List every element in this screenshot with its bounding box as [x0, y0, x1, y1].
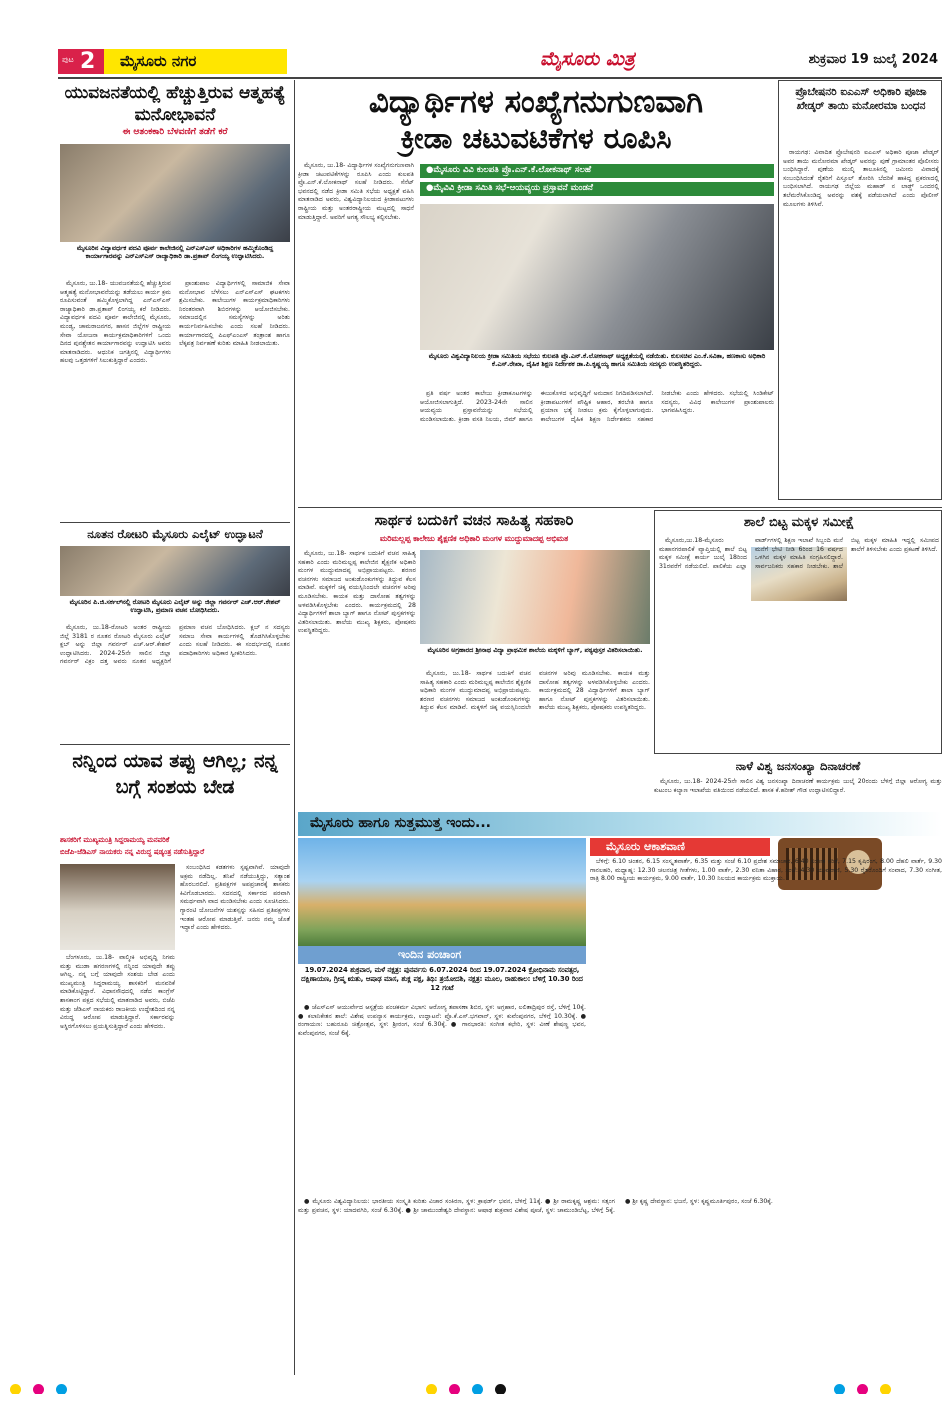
main-headline-2: ಕ್ರೀಡಾ ಚಟುವಟಿಕೆಗಳ ರೂಪಿಸಿ [400, 121, 672, 155]
col-divider [294, 80, 295, 1375]
events-para-b: ● ಮೈಸೂರು ವಿಶ್ವವಿದ್ಯಾನಿಲಯ: ಭಾರತೀಯ ಸಂಸ್ಕೃತಿ ಕುರಿತು ವಿಚಾರ ಸಂಕಿರಣ, ಸ್ಥಳ: ಕ್ರಾಫರ್ಡ್ ಭವನ, ಬೆಳಿಗ್ಗೆ 11ಕ್ಕೆ. ● ಶ್ರೀ ರಾಮಕೃಷ್ಣ ಆಶ್ರಮ: ಸತ್ಸಂಗ ಮತ್ತು ಪ್ರವಚನ, ಸ್ಥಳ: ಯಾದವಗಿರಿ, ಸಂಜೆ 6.30ಕ್ಕೆ. ● ಶ್ರೀ ಚಾಮುಂಡೇಶ್ವರಿ ದೇವಸ್ಥಾನ: ಆಷಾಢ ಶುಕ್ರವಾರ ವಿಶೇಷ ಪೂಜೆ, ಸ್ಥಳ: ಚಾಮುಂಡಿಬೆಟ್ಟ, ಬೆಳಿಗ್ಗೆ 5ಕ್ಕೆ. ● ಶ್ರೀ ಕೃಷ್ಣ ದೇವಸ್ಥಾನ: ಭಜನೆ, ಸ್ಥಳ: ಕೃಷ್ಣಮೂರ್ತಿಪುರಂ, ಸಂಜೆ 6.30ಕ್ಕೆ. [298, 1198, 773, 1214]
main-bullet-2: ●ಮೈವಿವಿ ಕ್ರೀಡಾ ಸಮಿತಿ ಸಭೆ-ಆಯವ್ಯಯ ಪ್ರಸ್ತಾವನೆ ಮಂಡನೆ [420, 182, 774, 196]
today-title: ಮೈಸೂರು ಹಾಗೂ ಸುತ್ತಮುತ್ತ ಇಂದು... [310, 815, 491, 831]
issue-date: ಶುಕ್ರವಾರ 19 ಜುಲೈ 2024 [808, 52, 938, 67]
left-story-para-1: ಮೈಸೂರು, ಜು.18- ಯುವಜನತೆಯಲ್ಲಿ ಹೆಚ್ಚುತ್ತಿರುವ ಆತ್ಮಹತ್ಯೆ ಮನೋಭಾವನೆಯನ್ನು ತಡೆಯಲು ಕಾರ್ಯ ಕ್ರಮ ರೂಪಿಸುವಂತೆ ಹಮ್ಮಿಕೊಳ್ಳಲಾಗಿದ್ದ ಎನ್‍ಎಸ್‍ಎಸ್ ರಾಜ್ಯಾಧಿಕಾರಿ ಡಾ.ಪ್ರತಾಪ್ ಲಿಂಗಯ್ಯ ಕರೆ ನೀಡಿದರು. ವಿದ್ಯಾವರ್ಧಕ ಪದವಿ ಪೂರ್ವ ಕಾಲೇಜಿನಲ್ಲಿ ಮೈಸೂರು, ಮಂಡ್ಯ, ಚಾಮರಾಜನಗರ, ಹಾಸನ ಜಿಲ್ಲೆಗಳ ರಾಷ್ಟ್ರೀಯ ಸೇವಾ ಯೋಜನಾ ಕಾರ್ಯಕ್ರಮಾಧಿಕಾರಿಗಳಿಗೆ ಒಂದು ದಿನದ ಪುನಶ್ಚೇತನ ಕಾರ್ಯಾಗಾರವನ್ನು ಉದ್ಘಾಟಿಸಿ ಅವರು ಮಾತನಾಡಿದರು. ಆಧುನಿಕ ಜಗತ್ತಿನಲ್ಲಿ ವಿದ್ಯಾರ್ಥಿಗಳು ಹಲವು ಒತ್ತಡಗಳಿಗೆ ಸಿಲುಕುತ್ತಿದ್ದಾರೆ ಎಂದರು. [60, 280, 171, 365]
page-number-badge [58, 49, 104, 74]
pooja-body [783, 149, 939, 497]
left-divider-1 [60, 522, 290, 523]
masthead: ಮೈಸೂರು ಮಿತ್ರ [540, 48, 635, 70]
population-para: ಮೈಸೂರು, ಜು.18- 2024-25ನೇ ಸಾಲಿನ ವಿಶ್ವ ಜನಸಂಖ್ಯಾ ದಿನಾಚರಣೆ ಕಾರ್ಯಕ್ರಮ ಜುಲೈ 20ರಂದು ಬೆಳಿಗ್ಗೆ ಜಿಲ್ಲಾ ಆರೋಗ್ಯ ಮತ್ತು ಕುಟುಂಬ ಕಲ್ಯಾಣ ಇಲಾಖೆಯ ವತಿಯಿಂದ ನಡೆಯಲಿದೆ. ಶಾಸಕ ಕೆ.ಹರೀಶ್ ಗೌಡ ಉದ್ಘಾಟಿಸಲಿದ್ದಾರೆ. [654, 778, 942, 794]
left-story-photo [60, 144, 290, 242]
page-label: ಪುಟ [62, 55, 74, 64]
main-headline-1: ವಿದ್ಯಾರ್ಥಿಗಳ ಸಂಖ್ಯೆಗನುಗುಣವಾಗಿ [368, 84, 704, 120]
today-header [298, 812, 942, 836]
vachana-subhead: ಮರಿಮಲ್ಲಪ್ಪ ಕಾಲೇಜು ಶೈಕ್ಷಣಿಕ ಅಧಿಕಾರಿ ಮಂಗಳ ಮುದ್ದುಮಾದಪ್ಪ ಅಭಿಮತ [379, 534, 569, 543]
vachana-photo [420, 550, 650, 644]
vachana-para-right: ಮೈಸೂರು, ಜು.18- ಸಾರ್ಥಕ ಬದುಕಿಗೆ ವಚನ ಸಾಹಿತ್ಯ ಸಹಕಾರಿ ಎಂದು ಮರಿಮಲ್ಲಪ್ಪ ಕಾಲೇಜಿನ ಶೈಕ್ಷಣಿಕ ಅಧಿಕಾರಿ ಮಂಗಳ ಮುದ್ದುಮಾದಪ್ಪ ಅಭಿಪ್ರಾಯಪಟ್ಟರು. ಶರಣರ ವಚನಗಳು ಸಮಾಜದ ಅಂಕುಡೊಂಕುಗಳನ್ನು ತಿದ್ದುವ ಕೆಲಸ ಮಾಡಿವೆ. ಮಕ್ಕಳಿಗೆ ಚಿಕ್ಕ ವಯಸ್ಸಿನಿಂದಲೇ ವಚನಗಳ ಅರಿವು ಮೂಡಿಸಬೇಕು. ಕಾಯಕ ಮತ್ತು ದಾಸೋಹ ತತ್ವಗಳನ್ನು ಅಳವಡಿಸಿಕೊಳ್ಳಬೇಕು ಎಂದರು. ಕಾರ್ಯಕ್ರಮದಲ್ಲಿ 28 ವಿದ್ಯಾರ್ಥಿಗಳಿಗೆ ಶಾಲಾ ಬ್ಯಾಗ್ ಹಾಗೂ ನೋಟ್ ಪುಸ್ತಕಗಳನ್ನು ವಿತರಿಸಲಾಯಿತು. ಶಾಲೆಯ ಮುಖ್ಯ ಶಿಕ್ಷಕರು, ಪೋಷಕರು ಉಪಸ್ಥಿತರಿದ್ದರು. [420, 670, 650, 712]
vachana-headline: ಸಾರ್ಥಕ ಬದುಕಿಗೆ ವಚನ ಸಾಹಿತ್ಯ ಸಹಕಾರಿ [374, 511, 574, 529]
cm-bullet-1: ಶಾಸಕರಿಗೆ ಮುಖ್ಯಮಂತ್ರಿ ಸಿದ್ದರಾಮಯ್ಯ ಮನವರಿಕೆ [60, 836, 170, 844]
akashavani-title: ಮೈಸೂರು ಆಕಾಶವಾಣಿ [606, 840, 685, 853]
main-body-para: ಪ್ರತಿ ವರ್ಷ ಅಂತರ ಕಾಲೇಜು ಕ್ರೀಡಾಕೂಟಗಳನ್ನು ಆಯೋಜಿಸಲಾಗುತ್ತಿದೆ. 2023-24ನೇ ಸಾಲಿನ ಆಯವ್ಯಯ ಪ್ರಸ್ತಾವನೆಯನ್ನು ಸಭೆಯಲ್ಲಿ ಮಂಡಿಸಲಾಯಿತು. ಕ್ರೀಡಾ ವಸತಿ ನಿಲಯ, ಜಿಮ್ ಹಾಗೂ ಈಜುಕೊಳದ ಅಭಿವೃದ್ಧಿಗೆ ಅನುದಾನ ನಿಗದಿಪಡಿಸಲಾಗಿದೆ. ಕ್ರೀಡಾಪಟುಗಳಿಗೆ ಪೌಷ್ಟಿಕ ಆಹಾರ, ತರಬೇತಿ ಹಾಗೂ ಪ್ರಯಾಣ ಭತ್ಯೆ ನೀಡಲು ಕ್ರಮ ಕೈಗೊಳ್ಳಲಾಗುವುದು. ಕಾಲೇಜುಗಳ ದೈಹಿಕ ಶಿಕ್ಷಣ ನಿರ್ದೇಶಕರು ಸಹಕಾರ ನೀಡಬೇಕು ಎಂದು ಹೇಳಿದರು. ಸಭೆಯಲ್ಲಿ ಸಿಂಡಿಕೇಟ್ ಸದಸ್ಯರು, ವಿವಿಧ ಕಾಲೇಜುಗಳ ಪ್ರಾಂಶುಪಾಲರು ಭಾಗವಹಿಸಿದ್ದರು. [420, 390, 774, 423]
left-subhead: ಈ ಆತಂಕಕಾರಿ ಬೆಳವಣಿಗೆ ತಡೆಗೆ ಕರೆ [122, 127, 228, 137]
panchanga-text: 19.07.2024 ಶುಕ್ರವಾರ, ಮಳೆ ನಕ್ಷತ್ರ: ಪುನರ್ವಸು 6.07.2024 ರಿಂದ 19.07.2024 ಕ್ರೋಧಿನಾಮ ಸಂವತ್ಸರ, ದಕ್ಷಿಣಾಯಣ, ಗ್ರೀಷ್ಮ ಋತು, ಆಷಾಢ ಮಾಸ, ಶುಕ್ಲ ಪಕ್ಷ, ತಿಥಿ: ತ್ರಯೋದಶಿ, ನಕ್ಷತ್ರ: ಮೂಲ, ರಾಹುಕಾಲ: ಬೆಳಿಗ್ಗೆ 10.30 ರಿಂದ 12 ಗಂಟೆ [301, 966, 583, 992]
pooja-headline: ಪ್ರೊಬೇಷನರಿ ಐಎಎಸ್ ಅಧಿಕಾರಿ ಪೂಜಾ ಖೇಡ್ಕರ್ ತಾಯಿ ಮನೋರಮಾ ಬಂಧನ [795, 86, 927, 112]
pooja-para: ರಾಯಗಢ: ವಿವಾದಿತ ಪ್ರೊಬೇಷನರಿ ಐಎಎಸ್ ಅಧಿಕಾರಿ ಪೂಜಾ ಖೇಡ್ಕರ್ ಅವರ ತಾಯಿ ಮನೋರಮಾ ಖೇಡ್ಕರ್ ಅವರನ್ನು ಪುಣೆ ಗ್ರಾಮಾಂತರ ಪೊಲೀಸರು ಬಂಧಿಸಿದ್ದಾರೆ. ಪುಣೆಯ ಮುಲ್ಶಿ ತಾಲೂಕಿನಲ್ಲಿ ಜಮೀನು ವಿವಾದಕ್ಕೆ ಸಂಬಂಧಿಸಿದಂತೆ ರೈತರಿಗೆ ಪಿಸ್ತೂಲ್ ತೋರಿಸಿ ಬೆದರಿಕೆ ಹಾಕಿದ್ದ ಪ್ರಕರಣದಲ್ಲಿ ಬಂಧಿಸಲಾಗಿದೆ. ರಾಯಗಢ ಜಿಲ್ಲೆಯ ಮಹಾಡ್ ನ ಲಾಡ್ಜ್ ಒಂದರಲ್ಲಿ ತಲೆಮರೆಸಿಕೊಂಡಿದ್ದ ಅವರನ್ನು ವಶಕ್ಕೆ ಪಡೆಯಲಾಗಿದೆ ಎಂದು ಪೊಲೀಸ್ ಮೂಲಗಳು ತಿಳಿಸಿವೆ. [783, 149, 939, 208]
cm-body-right [180, 864, 290, 1374]
header-rule [58, 77, 942, 79]
main-photo [420, 204, 774, 350]
akashavani-bar [590, 838, 770, 856]
today-events-b [298, 1198, 942, 1374]
vachana-body-left [298, 550, 416, 812]
today-events-a [298, 1004, 586, 1196]
survey-para: ಮೈಸೂರು,ಜು.18-ಮೈಸೂರು ಮಹಾನಗರಪಾಲಿಕೆ ವ್ಯಾಪ್ತಿಯಲ್ಲಿ ಶಾಲೆ ಬಿಟ್ಟ ಮಕ್ಕಳ ಸಮೀಕ್ಷೆ ಕಾರ್ಯ ಜುಲೈ 18ರಿಂದ 31ರವರೆಗೆ ನಡೆಯಲಿದೆ. ಪಾಲಿಕೆಯ ಎಲ್ಲಾ ವಾರ್ಡ್‍ಗಳಲ್ಲಿ ಶಿಕ್ಷಣ ಇಲಾಖೆ ಸಿಬ್ಬಂದಿ ಮನೆ ಮನೆಗೆ ಭೇಟಿ ನೀಡಿ 6ರಿಂದ 16 ವರ್ಷದ ಒಳಗಿನ ಮಕ್ಕಳ ಮಾಹಿತಿ ಸಂಗ್ರಹಿಸಲಿದ್ದಾರೆ. ಸಾರ್ವಜನಿಕರು ಸಹಕಾರ ನೀಡಬೇಕು. ಶಾಲೆ ಬಿಟ್ಟ ಮಕ್ಕಳ ಮಾಹಿತಿ ಇದ್ದಲ್ಲಿ ಸಮೀಪದ ಶಾಲೆಗೆ ತಿಳಿಸಬೇಕು ಎಂದು ಪ್ರಕಟಣೆ ತಿಳಿಸಿದೆ. [659, 537, 939, 570]
rotary-caption: ಮೈಸೂರಿನ ಪಿ.ಜಿ.ಸರ್ಕಲ್‍ನಲ್ಲಿ ರೋಟರಿ ಮೈಸೂರು ಎಲೈಟ್ ಅನ್ನು ಜಿಲ್ಲಾ ಗವರ್ನರ್ ಎಚ್.ಆರ್.ಕೇಶವ್ ಉದ್ಘಾಟಿಸಿ, ಪ್ರಮಾಣ ವಚನ ಬೋಧಿಸಿದರು. [69, 598, 281, 614]
cm-photo [60, 864, 175, 950]
left-story-caption: ಮೈಸೂರಿನ ವಿದ್ಯಾವರ್ಧಕ ಪದವಿ ಪೂರ್ವ ಕಾಲೇಜಿನಲ್ಲಿ ಎನ್‍ಎಸ್‍ಎಸ್ ಅಧಿಕಾರಿಗಳ ಹಮ್ಮಿಕೊಂಡಿದ್ದ ಕಾರ್ಯಾಗಾರವನ್ನು ಎನ್‍ಎಸ್‍ಎಸ್ ರಾಜ್ಯಾಧಿಕಾರಿ ಡಾ.ಪ್ರತಾಪ್ ಲಿಂಗಯ್ಯ ಉದ್ಘಾಟಿಸಿದರು. [76, 244, 274, 260]
section-title: ಮೈಸೂರು ನಗರ [120, 52, 197, 70]
cm-para-1: ಬೆಂಗಳೂರು, ಜು.18- ವಾಲ್ಮೀಕಿ ಅಭಿವೃದ್ಧಿ ನಿಗಮ ಮತ್ತು ಮುಡಾ ಹಗರಣಗಳಲ್ಲಿ ನನ್ನಿಂದ ಯಾವುದೇ ತಪ್ಪು ಆಗಿಲ್ಲ. ನನ್ನ ಬಗ್ಗೆ ಯಾವುದೇ ಸಂಶಯ ಬೇಡ ಎಂದು ಮುಖ್ಯಮಂತ್ರಿ ಸಿದ್ದರಾಮಯ್ಯ ಶಾಸಕರಿಗೆ ಮನವರಿಕೆ ಮಾಡಿಕೊಟ್ಟಿದ್ದಾರೆ. ವಿಧಾನಸೌಧದಲ್ಲಿ ನಡೆದ ಕಾಂಗ್ರೆಸ್ ಶಾಸಕಾಂಗ ಪಕ್ಷದ ಸಭೆಯಲ್ಲಿ ಮಾತನಾಡಿದ ಅವರು, ಬಿಜೆಪಿ ಮತ್ತು ಜೆಡಿಎಸ್ ನಾಯಕರು ರಾಜಕೀಯ ಉದ್ದೇಶದಿಂದ ನನ್ನ ವಿರುದ್ಧ ಆರೋಪ ಮಾಡುತ್ತಿದ್ದಾರೆ. ಸರ್ಕಾರವನ್ನು ಅಸ್ಥಿರಗೊಳಿಸಲು ಪ್ರಯತ್ನಿಸುತ್ತಿದ್ದಾರೆ ಎಂದು ಹೇಳಿದರು. [60, 954, 175, 1030]
left-story-body [60, 280, 290, 518]
left-story-para-2: ಪ್ರಾಂಶುಪಾಲ ವಿದ್ಯಾರ್ಥಿಗಳಲ್ಲಿ ಸಾಮಾಜಿಕ ಸೇವಾ ಮನೋಭಾವ ಬೆಳೆಸಲು ಎನ್‍ಎಸ್‍ಎಸ್ ಘಟಕಗಳು ಶ್ರಮಿಸಬೇಕು. ಕಾಲೇಜುಗಳ ಕಾರ್ಯಕ್ರಮಾಧಿಕಾರಿಗಳು ನಿರಂತರವಾಗಿ ಶಿಬಿರಗಳನ್ನು ಆಯೋಜಿಸಬೇಕು. ಸಮಾಜದಲ್ಲಿನ ಸಮಸ್ಯೆಗಳನ್ನು ಅರಿತು ಕಾರ್ಯನಿರ್ವಹಿಸಬೇಕು ಎಂದು ಸಲಹೆ ನೀಡಿದರು. ಕಾರ್ಯಾಗಾರದಲ್ಲಿ ಪಿಎಫ್‍ಎಂಎಸ್ ತಂತ್ರಾಂಶ ಹಾಗೂ ಲೆಕ್ಕಪತ್ರ ನಿರ್ವಹಣೆ ಕುರಿತು ಮಾಹಿತಿ ನೀಡಲಾಯಿತು. [179, 280, 290, 348]
population-body [654, 778, 942, 812]
akashavani-para: ಬೆಳಿಗ್ಗೆ: 6.10 ಚಿಂತನ, 6.15 ಸಂಸ್ಕೃತವಾರ್ತೆ, 6.35 ಮತ್ತು ಸಂಜೆ 6.10 ಪ್ರದೇಶ ಸಮಾಚಾರ, 6.40 ಸಂಗೀತ ಸರಿತೆ, 7.15 ಕೃಷಿರಂಗ, 8.00 ದೆಹಲಿ ವಾರ್ತೆ, 9.30 ಗಾನಲಹರಿ, ಮಧ್ಯಾಹ್ನ: 12.30 ಚಲನಚಿತ್ರ ಗೀತೆಗಳು, 1.00 ವಾರ್ತೆ, 2.30 ವನಿತಾ ವಿಹಾರ, ಸಂಜೆ: 4.30 ಯುವವಾಣಿ, 5.30 ರೈತರೊಂದಿಗೆ ಸಂವಾದ, 7.30 ಸಂಗೀತ, ರಾತ್ರಿ 8.00 ರಾಷ್ಟ್ರೀಯ ಕಾರ್ಯಕ್ರಮ, 9.00 ವಾರ್ತೆ, 10.30 ನಿಲಯದ ಕಾರ್ಯಕ್ರಮ ಮುಕ್ತಾಯ. [590, 858, 942, 883]
vachana-body-right [420, 670, 650, 812]
panchanga-title: ಇಂದಿನ ಪಂಚಾಂಗ [398, 948, 462, 961]
survey-headline: ಶಾಲೆ ಬಿಟ್ಟ ಮಕ್ಕಳ ಸಮೀಕ್ಷೆ [743, 515, 855, 530]
cm-bullet-2: ಬಿಜೆಪಿ-ಜೆಡಿಎಸ್ ನಾಯಕರು ನನ್ನ ವಿರುದ್ಧ ಷಡ್ಯಂತ್ರ ನಡೆಸುತ್ತಿದ್ದಾರೆ [60, 848, 205, 856]
registration-dots-center [420, 1380, 540, 1394]
page-number: 2 [80, 49, 96, 74]
section-banner [104, 49, 287, 74]
cm-headline: ನನ್ನಿಂದ ಯಾವ ತಪ್ಪು ಆಗಿಲ್ಲ; ನನ್ನ ಬಗ್ಗೆ ಸಂಶಯ ಬೇಡ [72, 750, 278, 798]
left-headline: ಯುವಜನತೆಯಲ್ಲಿ ಹೆಚ್ಚುತ್ತಿರುವ ಆತ್ಮಹತ್ಯೆ ಮನೋಭಾವನೆ [64, 83, 286, 125]
akashavani-text [590, 858, 942, 1196]
main-bullet-1: ●ಮೈಸೂರು ವಿವಿ ಕುಲಪತಿ ಪ್ರೊ.ಎನ್.ಕೆ.ಲೋಕನಾಥ್ ಸಲಹೆ [420, 164, 774, 178]
population-headline: ನಾಳೆ ವಿಶ್ವ ಜನಸಂಖ್ಯಾ ದಿನಾಚರಣೆ [735, 759, 861, 773]
rotary-photo [60, 546, 290, 596]
main-caption: ಮೈಸೂರು ವಿಶ್ವವಿದ್ಯಾನಿಲಯ ಕ್ರೀಡಾ ಸಮಿತಿಯ ಸಭೆಯು ಕುಲಪತಿ ಪ್ರೊ.ಎನ್.ಕೆ.ಲೋಕನಾಥ್ ಅಧ್ಯಕ್ಷತೆಯಲ್ಲಿ ನಡೆಯಿತು. ಕುಲಸಚಿವ ಎಂ.ಕೆ.ಸವಿತಾ, ಹಣಕಾಸು ಅಧಿಕಾರಿ ಕೆ.ಎಸ್.ರೇಖಾ, ದೈಹಿಕ ಶಿಕ್ಷಣ ನಿರ್ದೇಶಕ ಡಾ.ಪಿ.ಕೃಷ್ಣಯ್ಯ ಹಾಗೂ ಸಮಿತಿಯ ಸದಸ್ಯರು ಉಪಸ್ಥಿತರಿದ್ದರು. [428, 352, 766, 368]
rotary-para: ಮೈಸೂರು, ಜು.18-ರೋಟರಿ ಅಂತರ ರಾಷ್ಟ್ರೀಯ ಜಿಲ್ಲೆ 3181 ರ ನೂತನ ರೋಟರಿ ಮೈಸೂರು ಎಲೈಟ್ ಕ್ಲಬ್ ಅನ್ನು ಜಿಲ್ಲಾ ಗವರ್ನರ್ ಎಚ್.ಆರ್.ಕೇಶವ್ ಉದ್ಘಾಟಿಸಿದರು. 2024-25ನೇ ಸಾಲಿನ ಜಿಲ್ಲಾ ಗವರ್ನರ್ ವಿಕ್ರಂ ದತ್ತ ಅವರು ನೂತನ ಅಧ್ಯಕ್ಷರಿಗೆ ಪ್ರಮಾಣ ವಚನ ಬೋಧಿಸಿದರು. ಕ್ಲಬ್ ನ ಸದಸ್ಯರು ಸಮಾಜ ಸೇವಾ ಕಾರ್ಯಗಳಲ್ಲಿ ತೊಡಗಿಸಿಕೊಳ್ಳಬೇಕು ಎಂದು ಸಲಹೆ ನೀಡಿದರು. ಈ ಸಂದರ್ಭದಲ್ಲಿ ನೂತನ ಪದಾಧಿಕಾರಿಗಳು ಅಧಿಕಾರ ಸ್ವೀಕರಿಸಿದರು. [60, 624, 290, 666]
rotary-body [60, 624, 290, 742]
registration-dots-left [4, 1380, 114, 1394]
survey-body [659, 537, 939, 751]
cm-para-2: ಸಂಬಂಧಿಸಿದ ಕಡತಗಳು ಸ್ಪಷ್ಟವಾಗಿವೆ. ಯಾವುದೇ ಅಕ್ರಮ ನಡೆದಿಲ್ಲ. ತನಿಖೆ ನಡೆಯುತ್ತಿದ್ದು, ಸತ್ಯಾಂಶ ಹೊರಬರಲಿದೆ. ಪ್ರತಿಪಕ್ಷಗಳ ಅಪಪ್ರಚಾರಕ್ಕೆ ಶಾಸಕರು ಕಿವಿಗೊಡಬಾರದು. ಸದನದಲ್ಲಿ ಸರ್ಕಾರದ ಪರವಾಗಿ ಸಮರ್ಥವಾಗಿ ವಾದ ಮಂಡಿಸಬೇಕು ಎಂದು ಸೂಚಿಸಿದರು. ಗ್ಯಾರಂಟಿ ಯೋಜನೆಗಳ ಯಶಸ್ಸನ್ನು ಸಹಿಸದ ಪ್ರತಿಪಕ್ಷಗಳು ಇಂತಹ ಆರೋಪ ಮಾಡುತ್ತಿವೆ. ಜನರು ನಮ್ಮ ಜೊತೆ ಇದ್ದಾರೆ ಎಂದು ಹೇಳಿದರು. [180, 864, 290, 932]
survey-box [654, 510, 942, 754]
rotary-headline: ನೂತನ ರೋಟರಿ ಮೈಸೂರು ಎಲೈಟ್ ಉದ್ಘಾಟನೆ [87, 527, 263, 541]
left-divider-2 [60, 744, 290, 745]
main-body [420, 390, 774, 512]
events-para-a: ● ಜೆಎಸ್‍ಎಸ್ ಆಯುರ್ವೇದ ಆಸ್ಪತ್ರೆಯ ಪಂಚಕರ್ಮ ವಿಭಾಗ: ಆರೋಗ್ಯ ತಪಾಸಣಾ ಶಿಬಿರ, ಸ್ಥಳ: ಅಗ್ರಹಾರ, ಲಲಿತಾದ್ರಿಪುರ ರಸ್ತೆ, ಬೆಳಿಗ್ಗೆ 10ಕ್ಕೆ. ● ಕಲಾನಿಕೇತನ ಶಾಲೆ: ವಿಶೇಷ ಉಪನ್ಯಾಸ ಕಾರ್ಯಕ್ರಮ, ಉದ್ಘಾಟನೆ: ಪ್ರೊ.ಕೆ.ಎಸ್.ಭಗವಾನ್, ಸ್ಥಳ: ಕುವೆಂಪುನಗರ, ಬೆಳಿಗ್ಗೆ 10.30ಕ್ಕೆ. ● ರಂಗಾಯಣ: ಬಹುರೂಪಿ ಚಿತ್ರೋತ್ಸವ, ಸ್ಥಳ: ಶ್ರೀರಂಗ, ಸಂಜೆ 6.30ಕ್ಕೆ. ● ಗಾನಭಾರತಿ: ಸಂಗೀತ ಕಛೇರಿ, ಸ್ಥಳ: ವೀಣೆ ಶೇಷಣ್ಣ ಭವನ, ಕುವೆಂಪುನಗರ, ಸಂಜೆ 6ಕ್ಕೆ. [298, 1004, 586, 1037]
main-intro [298, 162, 414, 512]
vachana-para: ಮೈಸೂರು, ಜು.18- ಸಾರ್ಥಕ ಬದುಕಿಗೆ ವಚನ ಸಾಹಿತ್ಯ ಸಹಕಾರಿ ಎಂದು ಮರಿಮಲ್ಲಪ್ಪ ಕಾಲೇಜಿನ ಶೈಕ್ಷಣಿಕ ಅಧಿಕಾರಿ ಮಂಗಳ ಮುದ್ದುಮಾದಪ್ಪ ಅಭಿಪ್ರಾಯಪಟ್ಟರು. ಶರಣರ ವಚನಗಳು ಸಮಾಜದ ಅಂಕುಡೊಂಕುಗಳನ್ನು ತಿದ್ದುವ ಕೆಲಸ ಮಾಡಿವೆ. ಮಕ್ಕಳಿಗೆ ಚಿಕ್ಕ ವಯಸ್ಸಿನಿಂದಲೇ ವಚನಗಳ ಅರಿವು ಮೂಡಿಸಬೇಕು. ಕಾಯಕ ಮತ್ತು ದಾಸೋಹ ತತ್ವಗಳನ್ನು ಅಳವಡಿಸಿಕೊಳ್ಳಬೇಕು ಎಂದರು. ಕಾರ್ಯಕ್ರಮದಲ್ಲಿ 28 ವಿದ್ಯಾರ್ಥಿಗಳಿಗೆ ಶಾಲಾ ಬ್ಯಾಗ್ ಹಾಗೂ ನೋಟ್ ಪುಸ್ತಕಗಳನ್ನು ವಿತರಿಸಲಾಯಿತು. ಶಾಲೆಯ ಮುಖ್ಯ ಶಿಕ್ಷಕರು, ಪೋಷಕರು ಉಪಸ್ಥಿತರಿದ್ದರು. [298, 550, 416, 635]
mid-rule [298, 507, 942, 508]
panchanga-bar [298, 946, 586, 964]
pooja-box [778, 80, 942, 500]
palace-photo [298, 838, 586, 946]
cm-body-left [60, 954, 175, 1374]
registration-dots-right [828, 1380, 938, 1394]
vachana-caption: ಮೈಸೂರಿನ ಅಗ್ರಹಾರದ ಶ್ರೀನಾಥ ವಿದ್ಯಾ ಪ್ರಾಥಮಿಕ ಶಾಲೆಯ ಮಕ್ಕಳಿಗೆ ಬ್ಯಾಗ್, ಪಠ್ಯಪುಸ್ತಕ ವಿತರಿಸಲಾಯಿತು. [427, 646, 643, 654]
main-intro-para: ಮೈಸೂರು, ಜು.18- ವಿದ್ಯಾರ್ಥಿಗಳ ಸಂಖ್ಯೆಗನುಗುಣವಾಗಿ ಕ್ರೀಡಾ ಚಟುವಟಿಕೆಗಳನ್ನು ರೂಪಿಸಿ ಎಂದು ಕುಲಪತಿ ಪ್ರೊ.ಎನ್.ಕೆ.ಲೋಕನಾಥ್ ಸಲಹೆ ನೀಡಿದರು. ಸೆನೆಟ್ ಭವನದಲ್ಲಿ ನಡೆದ ಕ್ರೀಡಾ ಸಮಿತಿ ಸಭೆಯ ಅಧ್ಯಕ್ಷತೆ ವಹಿಸಿ ಮಾತನಾಡಿದ ಅವರು, ವಿಶ್ವವಿದ್ಯಾನಿಲಯದ ಕ್ರೀಡಾಪಟುಗಳು ರಾಷ್ಟ್ರೀಯ ಮತ್ತು ಅಂತರರಾಷ್ಟ್ರೀಯ ಮಟ್ಟದಲ್ಲಿ ಸಾಧನೆ ಮಾಡುತ್ತಿದ್ದಾರೆ. ಅವರಿಗೆ ಅಗತ್ಯ ಸೌಲಭ್ಯ ಕಲ್ಪಿಸಬೇಕು. [298, 162, 414, 221]
